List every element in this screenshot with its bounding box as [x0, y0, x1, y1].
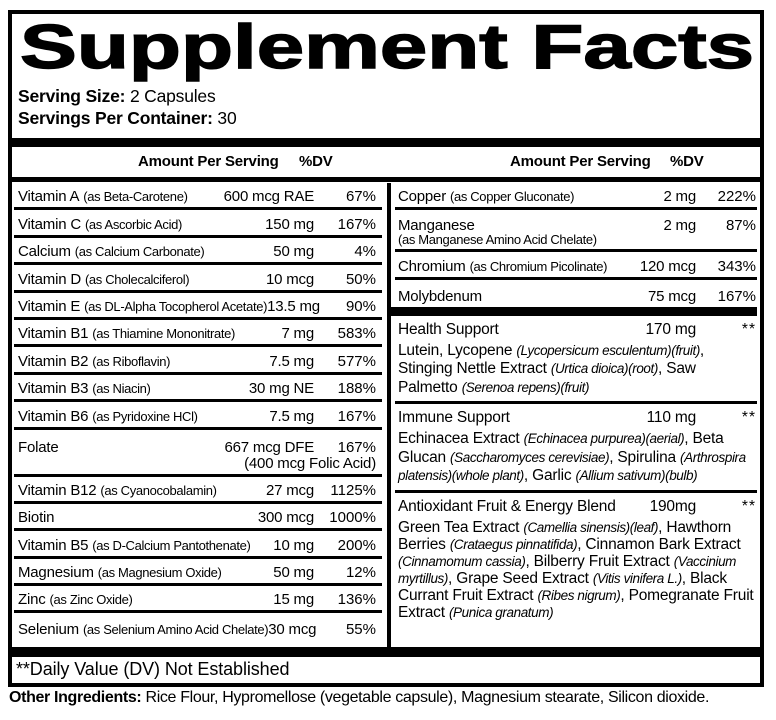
daily-value-percent: 87% [725, 217, 756, 235]
ingredient-name: , Grape Seed Extract [448, 569, 593, 587]
daily-value-percent: 12% [345, 564, 376, 582]
other-ingredients-line [9, 689, 709, 707]
ingredient-name: Lutein, Lycopene [398, 341, 517, 359]
other-ingredients-label: Other Ingredients: [9, 689, 142, 706]
daily-value-percent: 50% [345, 270, 376, 288]
nutrient-name: Vitamin B2 [18, 352, 89, 370]
nutrient-row [14, 347, 382, 374]
servings-per-container-label: Servings Per Container: [18, 108, 213, 128]
daily-value-percent: 90% [345, 297, 376, 315]
latin-name: (Echinacea purpurea)(aerial) [523, 431, 685, 447]
blend-dv-marker: ** [741, 320, 756, 338]
amount-value: 75 mcg [648, 287, 696, 305]
amount-value: 2 mg [663, 217, 696, 235]
daily-value-percent: 577% [337, 352, 376, 370]
panel-title-graphic [18, 17, 758, 85]
nutrient-name: Vitamin B12 [18, 481, 97, 499]
serving-size-line [18, 86, 216, 106]
amount-value: 300 mcg [257, 509, 314, 527]
latin-name: (Vitis vinifera L.) [592, 570, 682, 586]
nutrient-row [14, 265, 382, 292]
amount-value: 600 mcg RAE [223, 188, 314, 206]
ingredient-name: Echinacea Extract [398, 430, 524, 448]
footer-bar [12, 647, 760, 657]
nutrient-name: Vitamin B5 [18, 536, 89, 554]
daily-value-percent: 136% [337, 591, 376, 609]
nutrient-row [14, 210, 382, 237]
daily-value-percent: 167% [337, 407, 376, 425]
daily-value-percent: 1000% [329, 509, 376, 527]
nutrient-row [14, 238, 382, 265]
latin-name: (Camellia sinensis)(leaf) [523, 519, 659, 535]
amount-value: 7 mg [281, 325, 314, 343]
amount-value: 7.5 mg [269, 407, 314, 425]
nutrient-form: (as DL-Alpha Tocopherol Acetate) [84, 298, 268, 314]
amount-value: 13.5 mg [267, 297, 320, 315]
nutrient-row [14, 477, 382, 504]
nutrient-name: Folate [18, 438, 59, 456]
nutrient-name: Vitamin B6 [18, 407, 89, 425]
daily-value-percent: 167% [337, 438, 376, 456]
nutrient-form: (as Cholecalciferol) [84, 271, 190, 287]
blend-ingredients [398, 430, 756, 486]
servings-per-container-line [18, 108, 237, 128]
blend-section [395, 316, 757, 405]
blend-amount: 110 mg [646, 409, 696, 427]
ingredient-name: , Cinnamon Bark Extract [577, 535, 741, 553]
amount-value: 10 mcg [266, 270, 314, 288]
amount-value: 7.5 mg [269, 352, 314, 370]
amount-value: 150 mg [265, 215, 314, 233]
dv-footnote: **Daily Value (DV) Not Established [16, 659, 290, 679]
nutrient-form: (as D-Calcium Pantothenate) [92, 537, 251, 553]
blend-ingredients [398, 519, 756, 621]
ingredient-name: , Stinging Nettle Extract [398, 341, 705, 378]
page-title: Supplement Facts [20, 17, 754, 82]
serving-size-label: Serving Size: [18, 86, 126, 106]
nutrient-row [14, 504, 382, 531]
header-bar-bottom [12, 177, 760, 182]
nutrient-form: (as Selenium Amino Acid Chelate) [82, 622, 269, 638]
latin-name: (Urtica dioica)(root) [550, 361, 658, 377]
nutrient-form: (as Zinc Oxide) [49, 592, 133, 608]
nutrients-column-right [395, 183, 757, 647]
blend-section [395, 404, 757, 493]
header-bar-top [12, 138, 760, 147]
amount-value: 120 mcg [639, 257, 696, 275]
nutrient-row [14, 375, 382, 402]
blend-dv-marker: ** [741, 497, 756, 515]
latin-name: (Crataegus pinnatifida) [449, 536, 578, 552]
latin-name: (Saccharomyces cerevisiae) [450, 449, 610, 465]
amount-value: 27 mcg [266, 481, 314, 499]
latin-name: (Vaccinium myrtillus) [398, 553, 737, 586]
ingredient-name: , Spirulina [609, 448, 681, 466]
daily-value-percent: 1125% [330, 481, 376, 499]
section-divider-bar [391, 307, 757, 316]
ingredient-name: , Saw Palmetto [398, 360, 696, 396]
latin-name: (Lycopersicum esculentum)(fruit) [516, 342, 700, 358]
blend-name: Health Support [398, 320, 499, 338]
nutrient-name: Molybdenum [398, 287, 482, 305]
daily-value-percent: 67% [345, 188, 376, 206]
blend-amount: 170 mg [645, 320, 696, 338]
blend-name: Antioxidant Fruit & Energy Blend [398, 497, 616, 515]
nutrient-form: (as Riboflavin) [92, 353, 171, 369]
amount-value: 30 mcg [268, 621, 317, 639]
blend-section [395, 493, 757, 625]
amount-value: 2 mg [663, 188, 696, 206]
ingredient-name: , Bilberry Fruit Extract [525, 552, 674, 570]
nutrient-name: Vitamin C [18, 215, 81, 233]
nutrient-row [395, 210, 757, 252]
amount-value: 667 mcg DFE [224, 438, 314, 456]
ingredient-name: , Garlic [523, 467, 576, 485]
ingredient-name: , Hawthorn Berries [398, 518, 732, 553]
column-header-dv-right: %DV [670, 153, 704, 170]
blend-name: Immune Support [398, 409, 510, 427]
nutrient-name: Magnesium [18, 564, 94, 582]
nutrient-row [14, 559, 382, 586]
latin-name: (Arthrospira platensis)(whole plant) [398, 449, 746, 484]
nutrient-form: (as Pyridoxine HCl) [92, 408, 198, 424]
nutrient-row [14, 430, 382, 477]
nutrient-name: Calcium [18, 243, 71, 261]
latin-name: (Serenoa repens)(fruit) [461, 379, 590, 395]
nutrient-form: (as Copper Gluconate) [450, 189, 575, 205]
nutrient-name: Selenium [18, 621, 79, 639]
nutrient-row [395, 183, 757, 210]
amount-value: 50 mg [273, 243, 314, 261]
nutrient-name: Copper [398, 188, 446, 206]
daily-value-percent: 167% [717, 287, 756, 305]
nutrient-form: (as Thiamine Mononitrate) [92, 326, 236, 342]
blend-dv-marker: ** [741, 409, 756, 427]
nutrient-name: Vitamin E [18, 297, 81, 315]
daily-value-percent: 188% [337, 380, 376, 398]
amount-value: 50 mg [273, 564, 314, 582]
nutrient-form: (as Niacin) [92, 381, 151, 397]
daily-value-percent: 167% [337, 215, 376, 233]
other-ingredients-text: Rice Flour, Hypromellose (vegetable capsule), Magnesium stearate, Silicon dioxide. [141, 689, 710, 706]
nutrient-name: Zinc [18, 591, 46, 609]
nutrient-row [395, 252, 757, 279]
ingredient-name: , Pomegranate Fruit Extract [398, 586, 754, 621]
nutrient-row [14, 531, 382, 558]
nutrient-row [14, 183, 382, 210]
daily-value-percent: 583% [337, 325, 376, 343]
servings-per-container-value: 30 [212, 108, 237, 128]
nutrient-row [395, 280, 757, 307]
amount-value: 10 mg [273, 536, 314, 554]
nutrient-name: Vitamin A [18, 188, 80, 206]
column-header-amount-right: Amount Per Serving [510, 153, 651, 170]
nutrient-form: (as Manganese Amino Acid Chelate) [398, 232, 597, 248]
blend-ingredients [398, 342, 756, 398]
column-header-amount-left: Amount Per Serving [138, 153, 279, 170]
nutrient-form: (as Ascorbic Acid) [84, 216, 182, 232]
nutrient-name: Biotin [18, 509, 55, 527]
latin-name: (Cinnamomum cassia) [398, 553, 526, 569]
nutrient-name: Manganese [398, 217, 475, 235]
ingredient-name: Green Tea Extract [398, 518, 524, 536]
nutrient-row [14, 402, 382, 429]
nutrient-form: (as Calcium Carbonate) [74, 244, 205, 260]
daily-value-percent: 4% [354, 243, 376, 261]
nutrient-row [14, 320, 382, 347]
daily-value-percent: 200% [337, 536, 376, 554]
blend-amount: 190mg [649, 497, 696, 515]
daily-value-percent: 343% [717, 257, 756, 275]
nutrient-row [14, 613, 382, 640]
daily-value-percent: 55% [345, 621, 376, 639]
nutrient-name: Vitamin D [18, 270, 81, 288]
nutrient-form: (as Cyanocobalamin) [100, 482, 217, 498]
supplement-facts-panel [8, 10, 764, 687]
latin-name: (Allium sativum)(bulb) [575, 468, 698, 484]
amount-value: 15 mg [273, 591, 314, 609]
latin-name: (Punica granatum) [448, 604, 554, 620]
amount-value: 30 mg NE [248, 380, 314, 398]
amount-secondary: (400 mcg Folic Acid) [244, 454, 376, 472]
nutrient-row [14, 586, 382, 613]
ingredient-name: , Black Currant Fruit Extract [398, 569, 727, 604]
daily-value-percent: 222% [717, 188, 756, 206]
nutrient-form: (as Beta-Carotene) [83, 189, 188, 205]
ingredient-name: , Beta Glucan [398, 430, 724, 466]
nutrient-row [14, 293, 382, 320]
nutrients-column-left [14, 183, 382, 647]
nutrient-columns [14, 183, 757, 647]
nutrient-form: (as Magnesium Oxide) [97, 565, 222, 581]
column-header-dv-left: %DV [299, 153, 333, 170]
nutrient-name: Vitamin B1 [18, 325, 89, 343]
latin-name: (Ribes nigrum) [537, 587, 621, 603]
nutrient-form: (as Chromium Picolinate) [469, 258, 608, 274]
nutrient-name: Chromium [398, 257, 466, 275]
nutrient-name: Vitamin B3 [18, 380, 89, 398]
serving-size-value: 2 Capsules [125, 86, 216, 106]
